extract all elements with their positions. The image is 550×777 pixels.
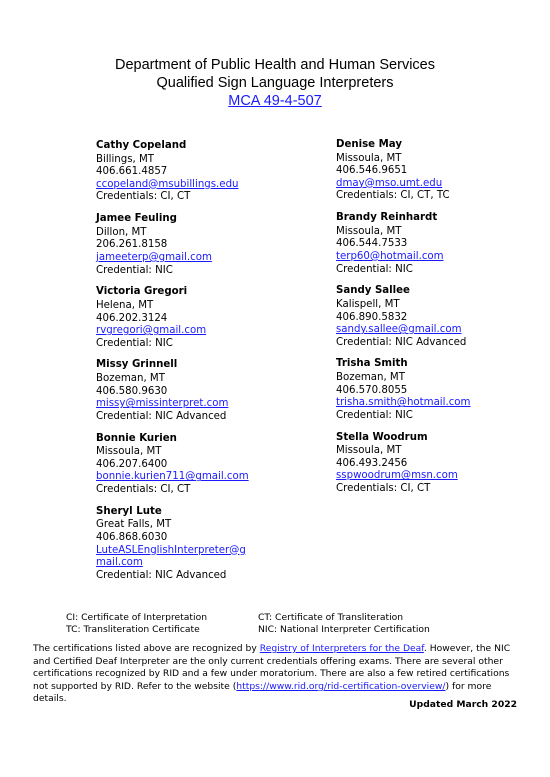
interpreter-city: Great Falls, MT <box>96 519 172 531</box>
rid-certification-link[interactable]: https://www.rid.org/rid-certification-overview/ <box>236 680 446 692</box>
note-text-3: ) for more details. <box>33 680 492 705</box>
interpreter-entry <box>336 212 550 276</box>
interpreter-credentials: Credential: NIC <box>96 264 173 276</box>
interpreter-entry <box>96 359 326 423</box>
interpreter-name: Trisha Smith <box>336 358 408 370</box>
interpreter-phone: 406.661.4857 <box>96 166 168 178</box>
interpreter-name: Victoria Gregori <box>96 286 188 298</box>
interpreter-city: Dillon, MT <box>96 226 147 238</box>
interpreter-credentials: Credentials: CI, CT, TC <box>336 190 450 202</box>
interpreter-name: Missy Grinnell <box>96 359 178 371</box>
interpreter-email-link[interactable]: bonnie.kurien711@gmail.com <box>96 471 249 483</box>
interpreter-city: Bozeman, MT <box>96 373 165 385</box>
note-text-2: . However, the NIC and Certified Deaf Interpreter are the only current credentials offering exams. There are several other certifications recognized by RID and a few under moratorium. There are also a few retired certifications not supported by RID. Refer to the website ( <box>33 643 511 692</box>
interpreter-name: Bonnie Kurien <box>96 432 177 444</box>
interpreter-credentials: Credential: NIC <box>96 337 173 349</box>
interpreter-credentials: Credential: NIC <box>336 263 413 275</box>
document-title: Qualified Sign Language Interpreters <box>156 75 394 91</box>
legend-right <box>258 612 430 637</box>
interpreter-city: Missoula, MT <box>96 446 162 458</box>
interpreter-email-link[interactable]: dmay@mso.umt.edu <box>336 177 443 189</box>
interpreter-phone: 206.261.8158 <box>96 239 168 251</box>
certification-note <box>33 643 523 706</box>
interpreter-credentials: Credentials: CI, CT <box>336 483 431 494</box>
interpreter-name: Sheryl Lute <box>96 505 162 517</box>
interpreter-phone: 406.570.8055 <box>336 384 408 396</box>
statute-link[interactable]: MCA 49-4-507 <box>228 93 322 109</box>
page-header <box>0 56 550 110</box>
interpreter-entry <box>96 213 326 277</box>
interpreter-phone: 406.546.9651 <box>336 165 408 177</box>
legend-left <box>66 612 207 637</box>
interpreter-email-link[interactable]: missy@missinterpret.com <box>96 398 229 410</box>
legend-nic: NIC: National Interpreter Certification <box>258 624 430 636</box>
interpreter-email-link[interactable]: LuteASLEnglishInterpreter@gmail.com <box>96 544 246 569</box>
interpreter-email-link[interactable]: sandy.sallee@gmail.com <box>336 324 462 336</box>
interpreter-entry <box>336 139 550 203</box>
interpreter-city: Bozeman, MT <box>336 372 405 384</box>
interpreter-name: Cathy Copeland <box>96 140 187 151</box>
interpreter-entry <box>96 140 326 204</box>
interpreter-column-left <box>96 140 326 592</box>
interpreter-credentials: Credentials: CI, CT <box>96 484 191 495</box>
interpreter-entry <box>96 506 326 583</box>
interpreter-entry <box>96 286 326 350</box>
interpreter-credentials: Credential: NIC <box>336 409 413 421</box>
interpreter-city: Missoula, MT <box>336 152 402 164</box>
interpreter-email-link[interactable]: ccopeland@msubillings.edu <box>96 178 239 190</box>
interpreter-phone: 406.868.6030 <box>96 531 168 543</box>
interpreter-credentials: Credential: NIC Advanced <box>96 569 227 581</box>
interpreter-phone: 406.202.3124 <box>96 312 168 324</box>
interpreter-credentials: Credential: NIC Advanced <box>96 410 227 422</box>
updated-date: Updated March 2022 <box>409 699 517 710</box>
interpreter-entry <box>96 433 326 497</box>
interpreter-email-link[interactable]: jameeterp@gmail.com <box>96 251 212 263</box>
interpreter-email-link[interactable]: sspwoodrum@msn.com <box>336 470 458 482</box>
interpreter-entry <box>336 285 550 349</box>
interpreter-city: Missoula, MT <box>336 225 402 237</box>
interpreter-phone: 406.493.2456 <box>336 457 408 469</box>
legend-ci: CI: Certificate of Interpretation <box>66 612 208 623</box>
interpreter-phone: 406.544.7533 <box>336 238 408 250</box>
rid-link[interactable]: Registry of Interpreters for the Deaf <box>259 643 424 654</box>
interpreter-phone: 406.890.5832 <box>336 311 408 323</box>
interpreter-city: Missoula, MT <box>336 445 402 457</box>
legend-tc: TC: Transliteration Certificate <box>66 624 200 636</box>
interpreter-email-link[interactable]: rvgregori@gmail.com <box>96 325 207 337</box>
interpreter-phone: 406.207.6400 <box>96 458 168 470</box>
interpreter-name: Stella Woodrum <box>336 431 428 443</box>
interpreter-email-link[interactable]: trisha.smith@hotmail.com <box>336 397 471 409</box>
interpreter-credentials: Credential: NIC Advanced <box>336 336 467 348</box>
interpreter-name: Jamee Feuling <box>96 213 177 225</box>
interpreter-city: Kalispell, MT <box>336 298 400 310</box>
interpreter-name: Denise May <box>336 139 402 150</box>
interpreter-phone: 406.580.9630 <box>96 385 168 397</box>
interpreter-email-link[interactable]: terp60@hotmail.com <box>336 250 444 262</box>
interpreter-credentials: Credentials: CI, CT <box>96 191 191 203</box>
department-title: Department of Public Health and Human Services <box>115 57 435 73</box>
interpreter-city: Helena, MT <box>96 299 154 311</box>
interpreter-entry <box>336 432 550 496</box>
interpreter-name: Brandy Reinhardt <box>336 212 438 224</box>
legend-ct: CT: Certificate of Transliteration <box>258 612 404 623</box>
interpreter-city: Billings, MT <box>96 153 155 165</box>
interpreter-entry <box>336 358 550 422</box>
interpreter-name: Sandy Sallee <box>336 285 410 297</box>
note-text-1: The certifications listed above are recognized by <box>33 643 260 654</box>
interpreter-column-right <box>336 139 550 505</box>
